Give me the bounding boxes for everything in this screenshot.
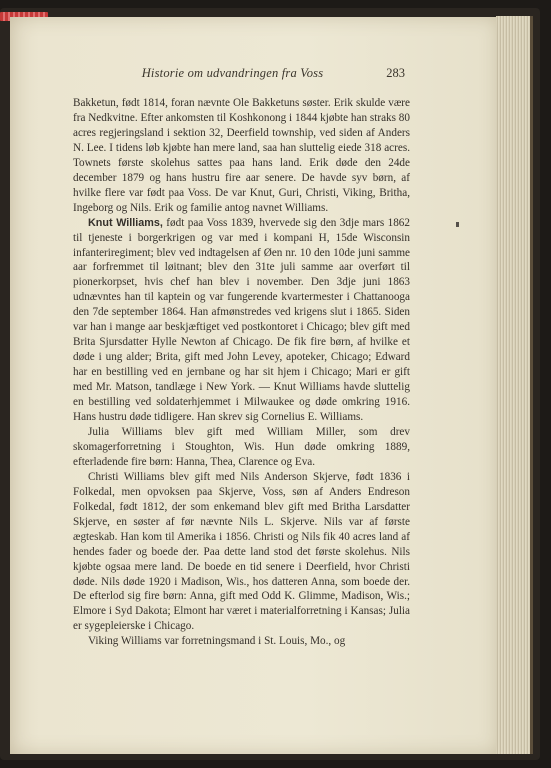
- margin-mark: [456, 222, 459, 227]
- paragraph-4-text: Christi Williams blev gift med Nils Anderson Skjerve, født 1836 i Folkedal, men opvoksen paa Skjerve, Voss, søn af Anders Endreson Folkedal, født 1812, der som enkemand blev gift med Britha Larsdatter Skjerve, en søster af før nævnte Nils L. Skjerve. Nils var af første ægteskab. Han kom til Amerika i 1856. Christi og Nils fik 40 acres land af hendes fader og boede der. Paa dette land stod det første skolehus. Nils kjøbte ogsaa mere land. De boede en tid senere i Deerfield, hvor Christi døde. Nils døde 1920 i Madison, Wis., hos datteren Anna, som boede der. De efterlod sig fire børn: Anna, gift med Odd K. Glimme, Madison, Wis.; Elmore i Syd Dakota; Elmont har været i materialforretning i Kansas; Julia er sygepleierske i Chicago.: [73, 470, 410, 633]
- paragraph-5: [73, 634, 410, 649]
- paragraph-5-text: Viking Williams var forretningsmand i St. Louis, Mo., og: [88, 635, 346, 648]
- person-name-heading: Knut Williams,: [88, 216, 163, 229]
- paragraph-1-text: Bakketun, født 1814, foran nævnte Ole Bakketuns søster. Erik skulde være fra Nedkvitne. Efter ankomsten til Koshkonong i 1844 kjøbte han straks 80 acres regjeringsland i sektion 32, Deerfield township, ved siden af Anders N. Lee. I tidens løb kjøbte han mere land, saa han sluttelig eiede 318 acres. Townets første skolehus sattes paa hans land. Erik døde den 24de december 1879 og hans hustru fire aar senere. De havde syv børn, af hvilke flere var født paa Voss. De var Knut, Guri, Christi, Viking, Britha, Ingeborg og Nils. Erik og familie antog navnet Williams.: [73, 97, 410, 214]
- page-number: 283: [386, 66, 405, 80]
- paragraph-3-text: Julia Williams blev gift med William Miller, som drev skomagerforretning i Stoughton, Wis. Hun døde omkring 1889, efterladende fire børn: Hanna, Thea, Clarence og Eva.: [73, 425, 410, 468]
- paragraph-2-text: født paa Voss 1839, hvervede sig den 3dje mars 1862 til tjeneste i borgerkrigen og var med i kompani H, 15de Wisconsin infanteriregiment; blev ved indtagelsen af Øen nr. 10 den 10de juni samme aar forfremmet til løitnant; blev den 31te juli samme aar overført til pionerkorpset, hvis chef han blev i november. Den 3dje juni 1863 udnævntes han til kaptein og var fungerende kvartermester i Chattanooga den 7de september 1864. Han afmønstredes ved krigens slut i 1865. Siden var han i mange aar beskjæftiget ved postkontoret i Chicago; blev gift med Brita Sjursdatter Hylle Newton af Chicago. De fik fire børn, af hvilke et døde i ung alder; Brita, gift med John Levey, apoteker, Chicago; Edward har en bestilling ved en jernbane og har sit hjem i Chicago; Mari er gift med Mr. Matson, tandlæge i New York. — Knut Williams havde sluttelig en bestilling ved soldaterhjemmet i Milwaukee og døde omkring 1916. Hans hustru døde tidligere. Han skrev sig Cornelius E. Williams.: [73, 216, 410, 424]
- page-edges: [496, 16, 533, 754]
- paragraph-2: [73, 216, 410, 425]
- body-text: [73, 96, 410, 649]
- paragraph-3: [73, 425, 410, 470]
- paragraph-1: [73, 96, 410, 216]
- running-head: Historie om udvandringen fra Voss: [141, 66, 324, 80]
- paragraph-4: [73, 470, 410, 634]
- page-header: [60, 66, 405, 86]
